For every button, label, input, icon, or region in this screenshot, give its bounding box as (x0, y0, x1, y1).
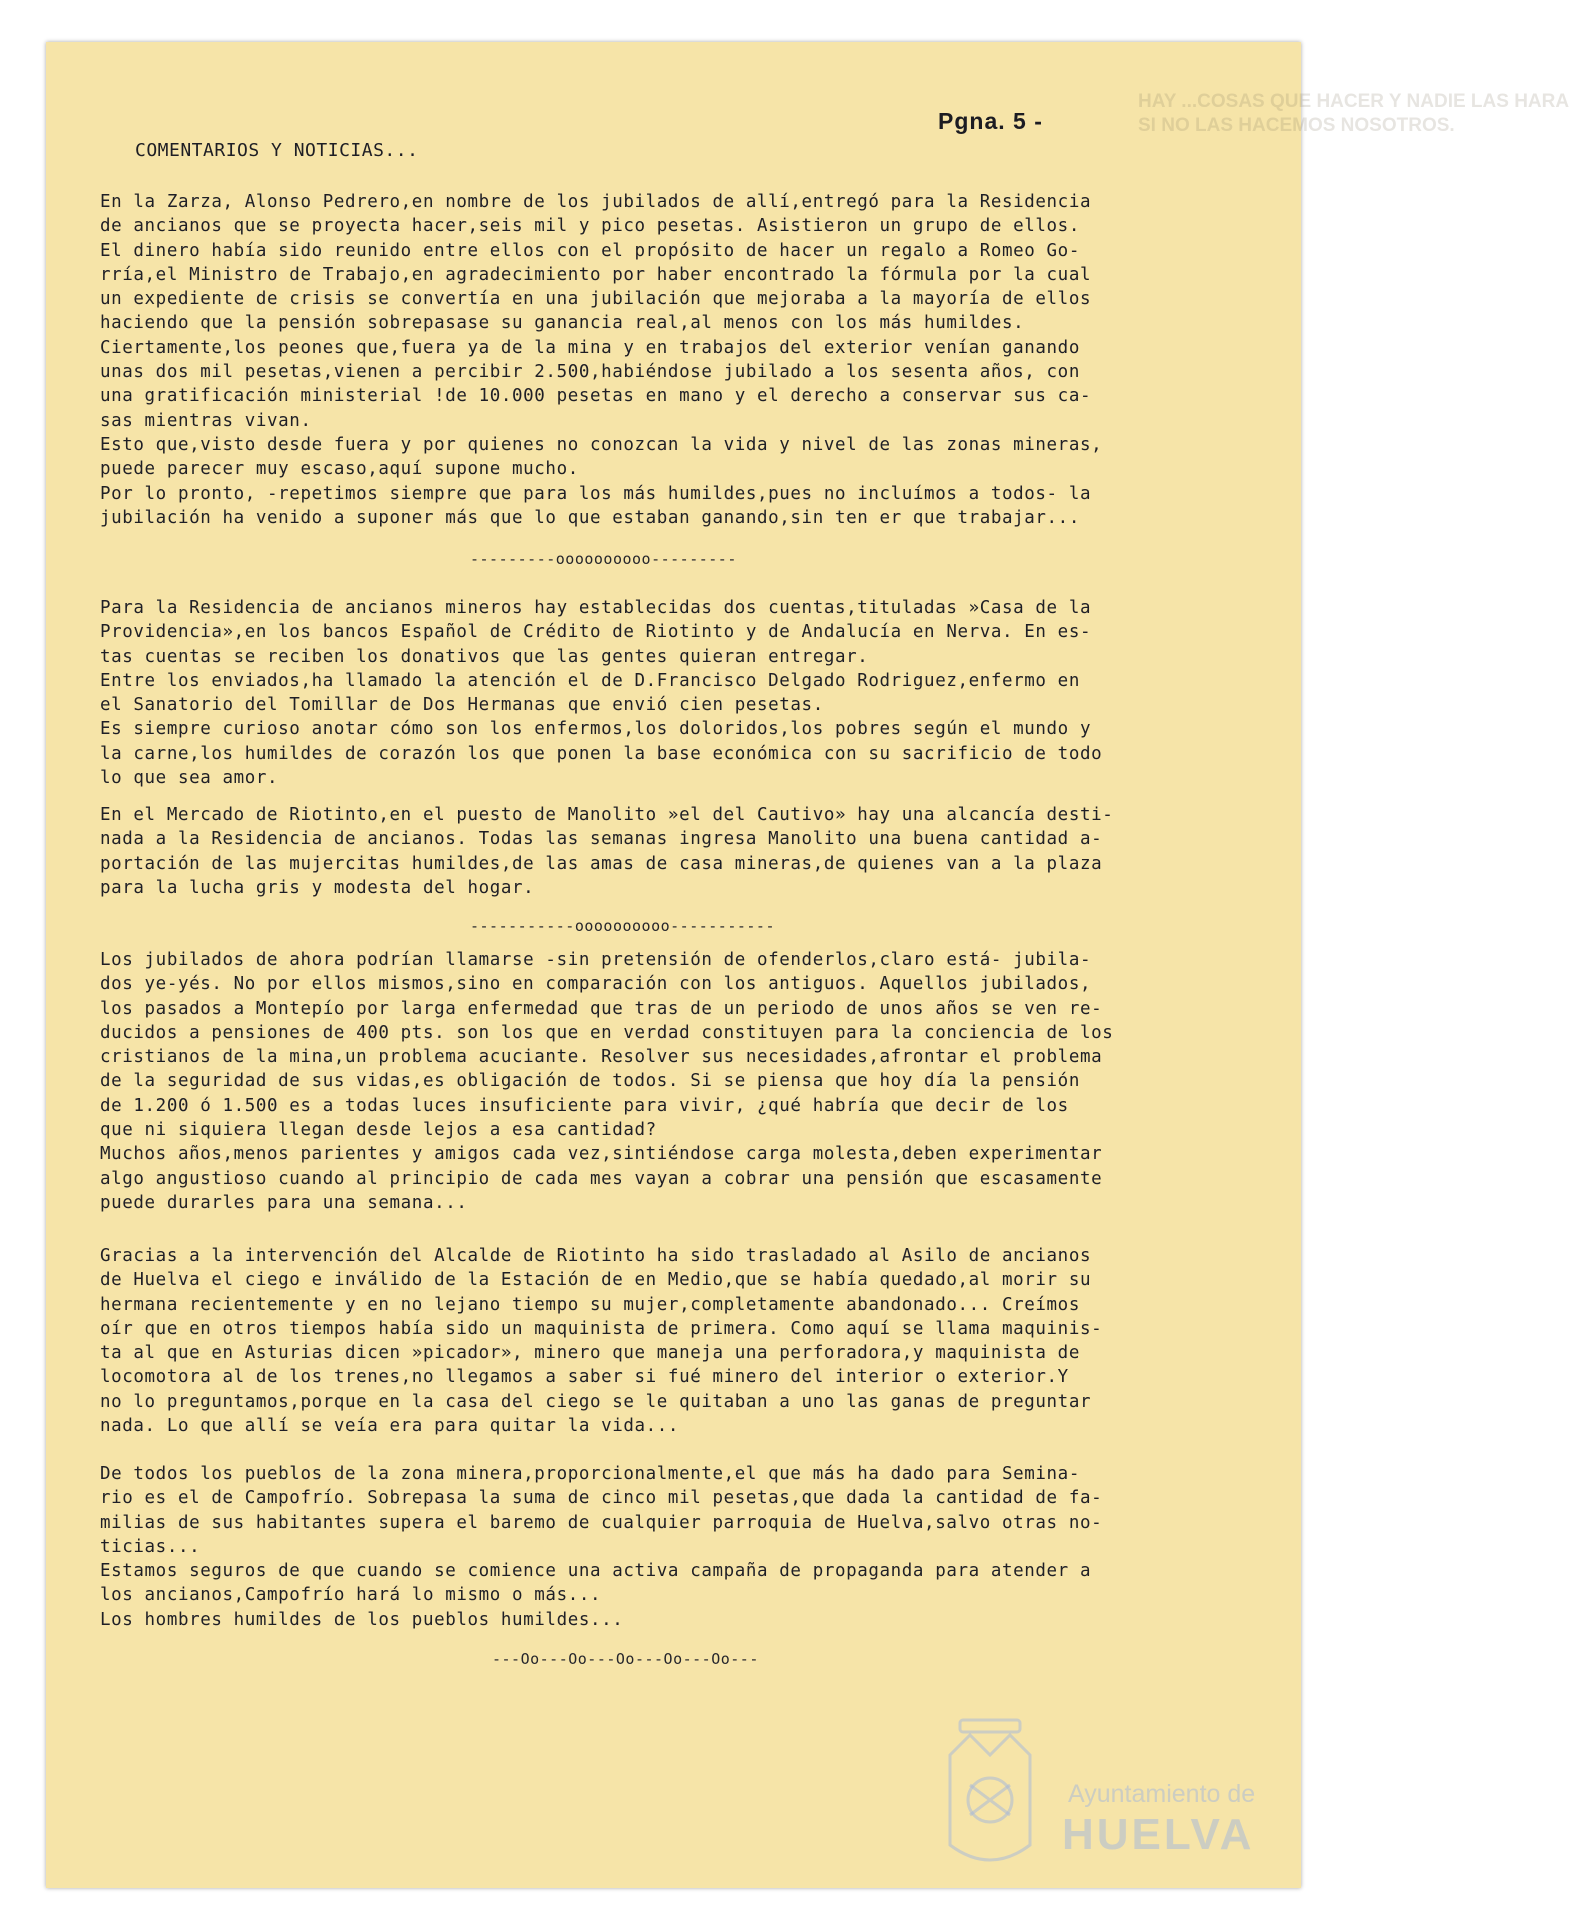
page-number: Pgna. 5 - (938, 108, 1043, 134)
paragraph-campofrio: De todos los pueblos de la zona minera,proporcionalmente,el que más ha dado para Semina- rio es el de Campofrío. Sobrepasa la suma de cinco mil pesetas,que dada la cantidad de fa- milias de sus habitantes supera el baremo de cualquier parroquia de Huelva,salvo otras no- ticias... Estamos seguros de que cuando se comience una activa campaña de propaganda para atender a los ancianos,Campofrío hará lo mismo o más... Los hombres humildes de los pueblos humildes... (100, 1464, 1103, 1630)
paragraph-residencia-cuentas: Para la Residencia de ancianos mineros hay establecidas dos cuentas,tituladas »Casa de la Providencia»,en los bancos Español de Crédito de Riotinto y de Andalucía en Nerva. En es- tas cuentas se reciben los donativos que las gentes quieran entregar. Entre los enviados,ha llamado la atención el de D.Francisco Delgado Rodriguez,enfermo en el Sanatorio del Tomillar de Dos Hermanas que envió cien pesetas. Es siempre curioso anotar cómo son los enfermos,los doloridos,los pobres según el mundo y la carne,los humildes de corazón los que ponen la base económica con su sacrificio de todo lo que sea amor. (100, 598, 1103, 789)
separator-3: ---Oo---Oo---Oo---Oo---Oo--- (492, 1650, 759, 1668)
paragraph-jubilados: Los jubilados de ahora podrían llamarse -sin pretensión de ofenderlos,claro está- jubila- dos ye-yés. No por ellos mismos,sino en comparación con los antiguos. Aquellos jubilados, los pasados a Montepío por larga enfermedad que tras de un periodo de unos años se ven re- ducidos a pensiones de 400 pts. son los que en verdad constituyen para la conciencia de los cristianos de la mina,un problema acuciante. Resolver sus necesidades,afrontar el problema de la seguridad de sus vidas,es obligación de todos. Si se piensa que hoy día la pensión de 1.200 ó 1.500 es a todas luces insuficiente para vivir, ¿qué habría que decir de los que ni siquiera llegan desde lejos a esa cantidad? Muchos años,menos parientes y amigos cada vez,sintiéndose carga molesta,deben experimentar algo angustioso cuando al principio de cada mes vayan a cobrar una pensión que escasamente puede durarles para una semana... (100, 950, 1114, 1213)
paragraph-la-zarza: En la Zarza, Alonso Pedrero,en nombre de los jubilados de allí,entregó para la Residencia de ancianos que se proyecta hacer,seis mil y pico pesetas. Asistieron un grupo de ellos. El dinero había sido reunido entre ellos con el propósito de hacer un regalo a Romeo Go- rría,el Ministro de Trabajo,en agradecimiento por haber encontrado la fórmula por la cual un expediente de crisis se convertía en una jubilación que mejoraba a la mayoría de ellos haciendo que la pensión sobrepasase su ganancia real,al menos con los más humildes. Ciertamente,los peones que,fuera ya de la mina y en trabajos del exterior venían ganando unas dos mil pesetas,vienen a percibir 2.500,habiéndose jubilado a los sesenta años, con una gratificación ministerial !de 10.000 pesetas en mano y el derecho a conservar sus ca- sas mientras vivan. Esto que,visto desde fuera y por quienes no conozcan la vida y nivel de las zonas mineras, puede parecer muy escaso,aquí supone mucho. Por lo pronto, -repetimos siempre que para los más humildes,pues no incluímos a todos- la jubilación ha venido a suponer más que lo que estaban ganando,sin ten er que trabajar... (100, 192, 1103, 528)
paragraph-asilo-huelva: Gracias a la intervención del Alcalde de Riotinto ha sido trasladado al Asilo de ancianos de Huelva el ciego e inválido de la Estación de en Medio,que se había quedado,al morir su hermana recientemente y en no lejano tiempo su mujer,completamente abandonado... Creímos oír que en otros tiempos había sido un maquinista de primera. Como aquí se llama maquinis- ta al que en Asturias dicen »picador», minero que maneja una perforadora,y maquinista de locomotora al de los trenes,no llegamos a saber si fué minero del interior o exterior.Y no lo preguntamos,porque en la casa del ciego se le quitaban a uno las ganas de preguntar nada. Lo que allí se veía era para quitar la vida... (100, 1246, 1103, 1437)
separator-2: -----------oooooooooo----------- (470, 917, 775, 935)
paragraph-mercado-riotinto: En el Mercado de Riotinto,en el puesto de Manolito »el del Cautivo» hay una alcancía desti- nada a la Residencia de ancianos. Todas las semanas ingresa Manolito una buena cantidad a- portación de las mujercitas humildes,de las amas de casa mineras,de quienes van a la plaza para la lucha gris y modesta del hogar. (100, 805, 1114, 898)
bleed-through-text: HAY ...COSAS QUE HACER Y NADIE LAS HARA SI NO LAS HACEMOS NOSOTROS. (1138, 91, 1569, 136)
section-heading: COMENTARIOS Y NOTICIAS... (135, 140, 419, 161)
watermark-line-2: HUELVA (1062, 1810, 1255, 1859)
separator-1: ---------oooooooooo--------- (470, 550, 737, 568)
watermark-line-1: Ayuntamiento de (1068, 1780, 1256, 1808)
